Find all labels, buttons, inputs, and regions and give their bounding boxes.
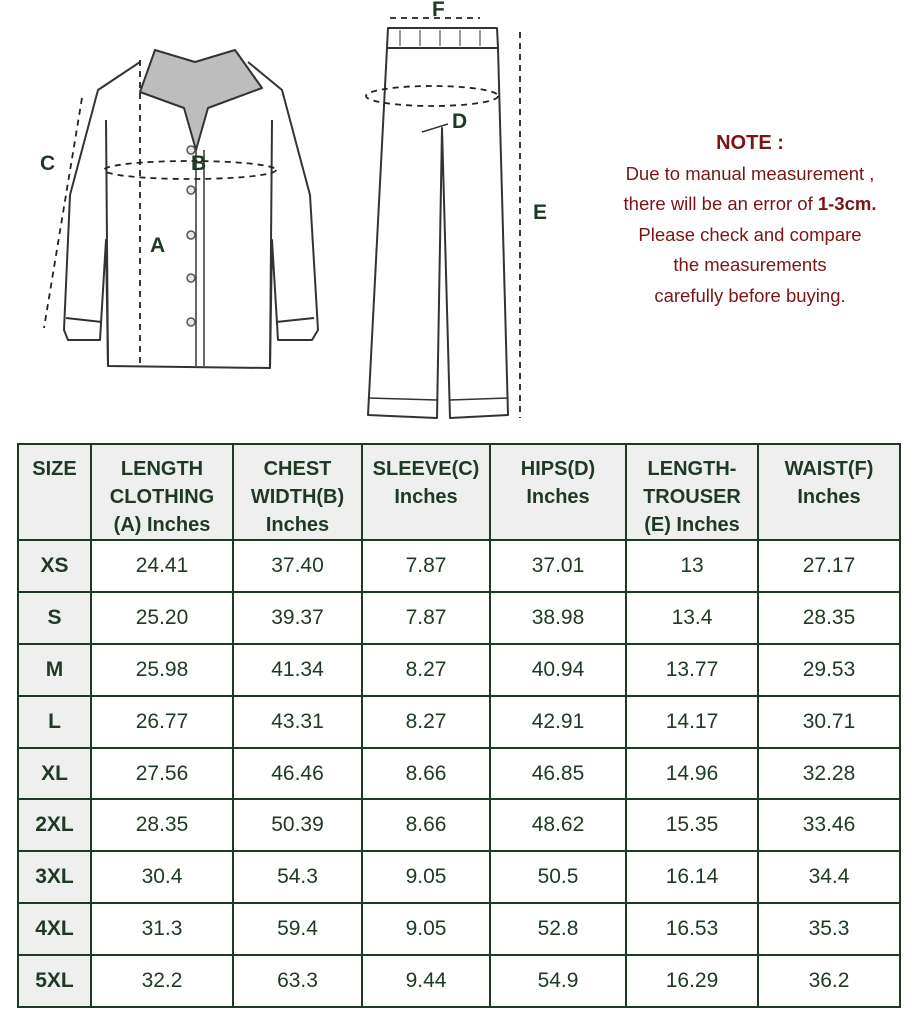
- header-sleeve: SLEEVE(C) Inches: [362, 444, 490, 540]
- measurement-cell: 14.96: [626, 748, 758, 800]
- measurement-cell: 54.9: [490, 955, 626, 1007]
- table-row: [18, 592, 900, 644]
- measurement-cell: 50.5: [490, 851, 626, 903]
- measurement-cell: 9.44: [362, 955, 490, 1007]
- measurement-cell: 42.91: [490, 696, 626, 748]
- header-waist: WAIST(F) Inches: [758, 444, 900, 540]
- size-cell: 5XL: [18, 955, 91, 1007]
- measurement-cell: 52.8: [490, 903, 626, 955]
- guide-d: [366, 86, 498, 106]
- measurement-cell: 9.05: [362, 851, 490, 903]
- measurement-cell: 41.34: [233, 644, 362, 696]
- measurement-cell: 8.27: [362, 644, 490, 696]
- measurement-cell: 7.87: [362, 592, 490, 644]
- measurement-cell: 33.46: [758, 799, 900, 851]
- size-cell: 2XL: [18, 799, 91, 851]
- table-row: [18, 540, 900, 592]
- table-row: [18, 696, 900, 748]
- measurement-cell: 16.14: [626, 851, 758, 903]
- note-title: NOTE :: [716, 132, 784, 154]
- measurement-cell: 9.05: [362, 903, 490, 955]
- header-length-trouser: LENGTH-TROUSER (E) Inches: [626, 444, 758, 540]
- size-cell: S: [18, 592, 91, 644]
- trouser-waistband: [387, 28, 498, 48]
- measurement-cell: 16.29: [626, 955, 758, 1007]
- note-line-4: the measurements: [673, 254, 827, 275]
- label-a: A: [150, 234, 166, 257]
- measurement-cell: 16.53: [626, 903, 758, 955]
- measurement-cell: 28.35: [91, 799, 233, 851]
- measurement-cell: 29.53: [758, 644, 900, 696]
- measurement-cell: 27.56: [91, 748, 233, 800]
- table-row: [18, 851, 900, 903]
- size-cell: M: [18, 644, 91, 696]
- size-cell: XS: [18, 540, 91, 592]
- measurement-cell: 43.31: [233, 696, 362, 748]
- measurement-cell: 24.41: [91, 540, 233, 592]
- label-f: F: [432, 0, 445, 21]
- table-row: [18, 903, 900, 955]
- note-line-3: Please check and compare: [638, 223, 862, 245]
- measurement-cell: 13.4: [626, 592, 758, 644]
- label-b: B: [191, 152, 207, 175]
- size-cell: XL: [18, 748, 91, 800]
- measurement-cell: 63.3: [233, 955, 362, 1007]
- measurement-cell: 13: [626, 540, 758, 592]
- size-chart-table: [17, 443, 901, 1008]
- measurement-cell: 36.2: [758, 955, 900, 1007]
- measurement-cell: 54.3: [233, 851, 362, 903]
- measurement-cell: 32.28: [758, 748, 900, 800]
- header-size: SIZE: [18, 444, 91, 540]
- note-line-1: Due to manual measurement ,: [625, 162, 875, 184]
- table-row: [18, 748, 900, 800]
- table-row: [18, 644, 900, 696]
- measurement-cell: 25.20: [91, 592, 233, 644]
- guide-c: [44, 98, 82, 328]
- measurement-cell: 15.35: [626, 799, 758, 851]
- note-line-5: carefully before buying.: [654, 284, 846, 306]
- label-e: E: [533, 201, 548, 224]
- measurement-cell: 8.66: [362, 799, 490, 851]
- table-header-row: [18, 444, 900, 540]
- measurement-cell: 14.17: [626, 696, 758, 748]
- table-row: [18, 955, 900, 1007]
- guide-b: [104, 161, 276, 179]
- size-cell: L: [18, 696, 91, 748]
- note-line-2: there will be an error of 1-3cm.: [623, 193, 877, 214]
- measurement-cell: 37.01: [490, 540, 626, 592]
- measurement-cell: 25.98: [91, 644, 233, 696]
- measurement-cell: 40.94: [490, 644, 626, 696]
- label-c: C: [40, 152, 56, 175]
- measurement-cell: 30.71: [758, 696, 900, 748]
- measurement-cell: 35.3: [758, 903, 900, 955]
- measurement-cell: 59.4: [233, 903, 362, 955]
- header-hips: HIPS(D) Inches: [490, 444, 626, 540]
- size-cell: 3XL: [18, 851, 91, 903]
- measurement-cell: 27.17: [758, 540, 900, 592]
- measurement-cell: 7.87: [362, 540, 490, 592]
- size-cell: 4XL: [18, 903, 91, 955]
- measurement-cell: 50.39: [233, 799, 362, 851]
- measurement-cell: 32.2: [91, 955, 233, 1007]
- header-length-clothing: LENGTH CLOTHING (A) Inches: [91, 444, 233, 540]
- measurement-cell: 28.35: [758, 592, 900, 644]
- shirt-collar: [140, 50, 262, 150]
- header-chest-width: CHEST WIDTH(B) Inches: [233, 444, 362, 540]
- note-error-range: 1-3cm.: [817, 193, 877, 214]
- measurement-cell: 8.27: [362, 696, 490, 748]
- measurement-cell: 34.4: [758, 851, 900, 903]
- measurement-cell: 46.85: [490, 748, 626, 800]
- measurement-cell: 39.37: [233, 592, 362, 644]
- measurement-note: [575, 128, 916, 311]
- label-d: D: [452, 110, 468, 133]
- measurement-cell: 13.77: [626, 644, 758, 696]
- measurement-cell: 38.98: [490, 592, 626, 644]
- measurement-cell: 8.66: [362, 748, 490, 800]
- measurement-cell: 31.3: [91, 903, 233, 955]
- measurement-cell: 37.40: [233, 540, 362, 592]
- measurement-cell: 30.4: [91, 851, 233, 903]
- measurement-cell: 46.46: [233, 748, 362, 800]
- table-row: [18, 799, 900, 851]
- measurement-cell: 48.62: [490, 799, 626, 851]
- measurement-cell: 26.77: [91, 696, 233, 748]
